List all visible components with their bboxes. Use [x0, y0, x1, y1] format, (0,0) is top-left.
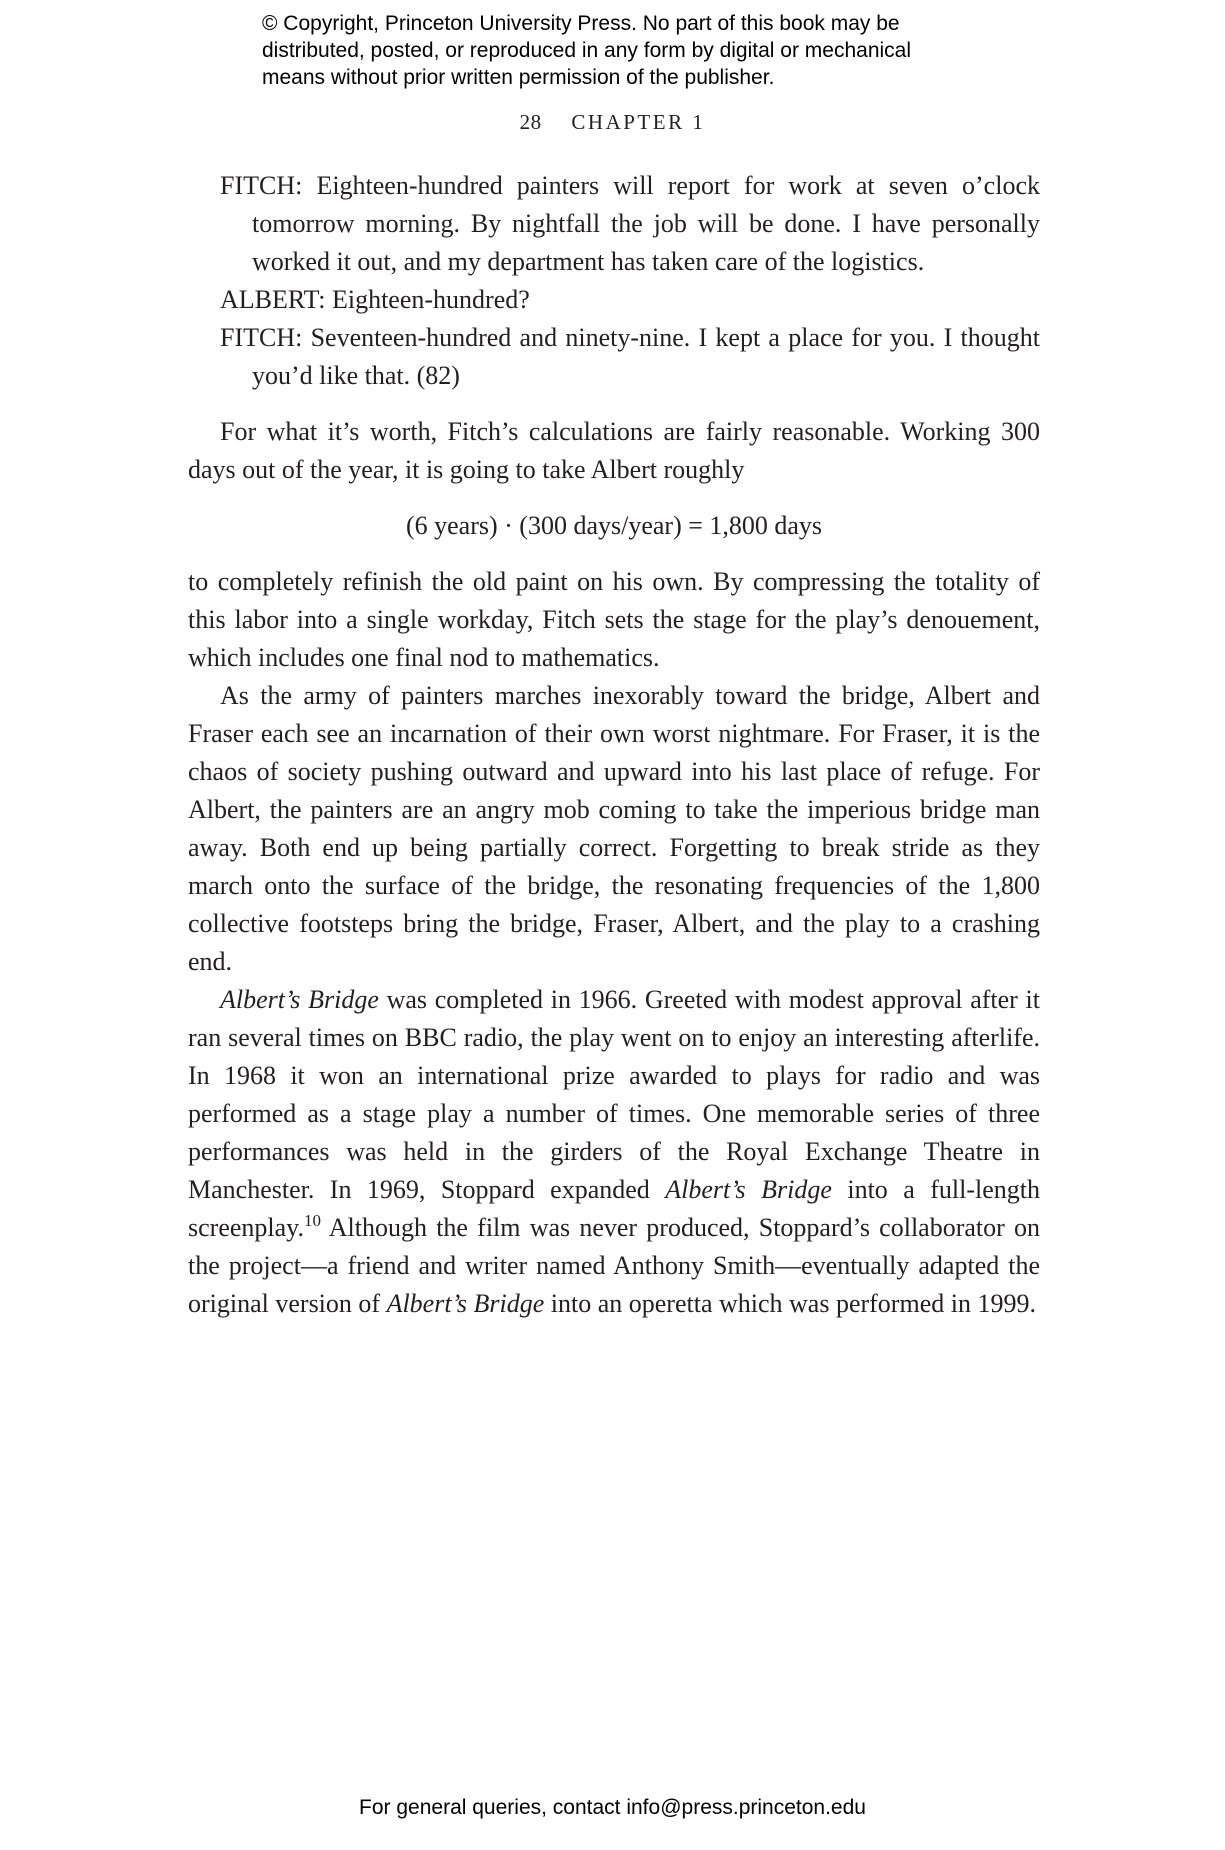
footer-contact: For general queries, contact info@press.princeton.edu [359, 1796, 866, 1819]
paragraph [188, 981, 1040, 1323]
copyright-line: distributed, posted, or reproduced in any form by digital or mechanical [262, 39, 912, 62]
italic-title: Albert’s Bridge [220, 985, 379, 1014]
dialogue-line: ALBERT: Eighteen-hundred? [220, 285, 530, 314]
copyright-notice [262, 10, 1022, 91]
dialogue-line: FITCH: Eighteen-hundred painters will report for work at seven o’clock tomorrow morning. By nightfall the job will be done. I have personally worked it out, and my department has taken care of the logistics. [220, 171, 1040, 276]
italic-title: Albert’s Bridge [386, 1289, 545, 1318]
copyright-line: means without prior written permission of the publisher. [262, 66, 775, 89]
paragraph: For what it’s worth, Fitch’s calculations are fairly reasonable. Working 300 days out of the year, it is going to take Albert roughly [188, 417, 1040, 484]
dialogue-block [188, 167, 1040, 395]
chapter-label: CHAPTER 1 [571, 110, 706, 134]
paragraph: As the army of painters marches inexorably toward the bridge, Albert and Fraser each see an incarnation of their own worst nightmare. For Fraser, it is the chaos of society pushing outward and upward into his last place of refuge. For Albert, the painters are an angry mob coming to take the imperious bridge man away. Both end up being partially correct. Forgetting to break stride as they march onto the surface of the bridge, the resonating frequencies of the 1,800 collective footsteps bring the bridge, Fraser, Albert, and the play to a crashing end. [188, 681, 1040, 976]
text-run: Although the film was never produced, Stoppard’s collaborator on the project—a friend and writer named Anthony Smith—eventually adapted the original version of [188, 1213, 1040, 1318]
text-run: was completed in 1966. Greeted with modest approval after it ran several times on BBC radio, the play went on to enjoy an interesting afterlife. In 1968 it won an international prize awarded to plays for radio and was performed as a stage play a number of times. One memorable series of three performances was held in the girders of the Royal Exchange Theatre in Manchester. In 1969, Stoppard expanded [188, 985, 1040, 1204]
page-number: 28 [519, 110, 542, 134]
text-run: into a full-length screenplay. [188, 1175, 1040, 1242]
italic-title: Albert’s Bridge [665, 1175, 832, 1204]
equation: (6 years) · (300 days/year) = 1,800 days [405, 511, 823, 540]
text-run: into an operetta which was performed in 1999. [544, 1289, 1036, 1318]
body-text [188, 167, 1040, 1323]
paragraph: to completely refinish the old paint on his own. By compressing the totality of this labor into a single workday, Fitch sets the stage for the play’s denouement, which includes one final nod to mathematics. [188, 567, 1040, 672]
footnote-marker: 10 [303, 1211, 321, 1230]
dialogue-line: FITCH: Seventeen-hundred and ninety-nine. I kept a place for you. I thought you’d like that. (82) [220, 323, 1040, 390]
running-head [0, 110, 1225, 135]
copyright-line: © Copyright, Princeton University Press. No part of this book may be [262, 12, 900, 35]
